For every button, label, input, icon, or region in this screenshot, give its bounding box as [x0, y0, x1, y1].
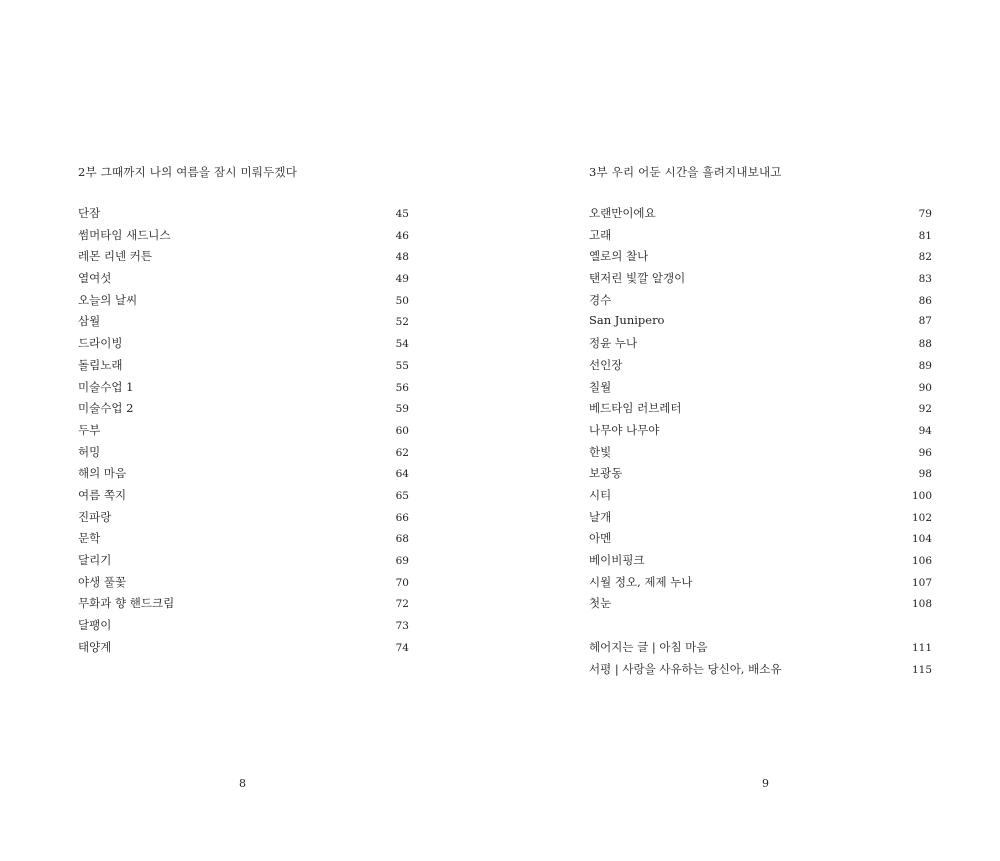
entry-page-number: 69	[395, 555, 409, 567]
toc-entry	[589, 379, 932, 401]
entry-page-number: 46	[395, 229, 409, 242]
entry-page-number: 94	[918, 424, 932, 437]
entry-page-number: 108	[911, 598, 932, 611]
entry-page-number: 59	[395, 403, 409, 416]
entry-title: 두부	[78, 422, 101, 437]
entry-title: 칠월	[589, 379, 612, 394]
entry-page-number: 64	[395, 468, 409, 481]
toc-entry	[589, 292, 932, 314]
toc-entry	[78, 313, 409, 335]
entry-title: 삼월	[78, 314, 101, 329]
entry-title: 헤어지는 글 | 아침 마음	[589, 640, 708, 654]
toc-entry	[78, 292, 409, 314]
entry-title: 달팽이	[78, 618, 112, 633]
entry-title: 베이비핑크	[589, 553, 645, 567]
entry-page-number: 70	[395, 576, 409, 589]
entry-page-number: 115	[911, 664, 932, 676]
toc-entry	[78, 639, 409, 661]
toc-entry	[589, 487, 932, 509]
entry-title: 미술수업 1	[78, 379, 134, 394]
page-number: 9	[762, 777, 769, 790]
entry-page-number: 62	[395, 446, 409, 459]
entry-page-number: 60	[395, 424, 409, 437]
toc-entry	[78, 422, 409, 444]
entry-page-number: 86	[918, 294, 932, 307]
toc-entry	[78, 270, 409, 292]
toc-entry	[589, 357, 932, 379]
entry-title: 첫눈	[589, 596, 612, 611]
entry-page-number: 104	[911, 533, 932, 546]
entry-title: 한빛	[589, 444, 612, 459]
entry-page-number: 87	[918, 315, 932, 328]
epilogue-list	[589, 639, 932, 683]
entry-title: 진파랑	[78, 509, 112, 524]
entry-title: 열여섯	[78, 271, 112, 286]
entry-page-number: 96	[918, 446, 932, 459]
entry-page-number: 73	[395, 620, 409, 633]
entry-page-number: 90	[918, 381, 932, 394]
entry-page-number: 52	[395, 316, 409, 329]
entry-page-number: 49	[395, 273, 409, 286]
toc-entry	[78, 205, 409, 227]
toc-entry	[78, 574, 409, 596]
toc-entry	[78, 227, 409, 249]
entry-page-number: 81	[918, 229, 932, 242]
entry-title: 드라이빙	[78, 336, 123, 351]
entry-title: 레몬 리넨 커튼	[78, 249, 152, 264]
entry-page-number: 107	[911, 576, 932, 589]
toc-entry	[589, 205, 932, 227]
entry-page-number: 92	[918, 403, 932, 416]
entry-title: 해의 마음	[78, 466, 127, 481]
toc-entry	[589, 595, 932, 617]
toc-entry	[589, 444, 932, 466]
entry-page-number: 72	[395, 598, 409, 611]
entry-page-number: 48	[395, 251, 409, 264]
toc-entry	[78, 248, 409, 270]
entry-page-number: 82	[918, 251, 932, 264]
entry-title: 달리기	[78, 553, 112, 567]
entry-page-number: 54	[395, 338, 409, 351]
entry-title: 서평 | 사랑을 사유하는 당신아, 배소유	[589, 662, 782, 676]
entry-title: 옐로의 찰나	[589, 249, 649, 264]
toc-entry	[78, 379, 409, 401]
toc-entry	[78, 400, 409, 422]
entry-title: 탠저린 빛깔 알갱이	[589, 271, 686, 286]
toc-entry	[78, 465, 409, 487]
toc-entry	[589, 465, 932, 487]
toc-entry	[78, 530, 409, 552]
entry-title: 썸머타임 새드니스	[78, 227, 171, 242]
entry-title: 정윤 누나	[589, 336, 638, 351]
toc-entry	[589, 400, 932, 422]
entry-title: 무화과 향 핸드크림	[78, 596, 175, 611]
entry-page-number: 65	[395, 489, 409, 502]
entry-title: 허밍	[78, 444, 101, 459]
toc-entry	[78, 617, 409, 639]
toc-entry	[78, 335, 409, 357]
entry-title: 오늘의 날씨	[78, 292, 138, 307]
toc-entry	[589, 530, 932, 552]
toc-list	[78, 205, 409, 660]
toc-entry	[78, 357, 409, 379]
entry-title: 보광동	[589, 466, 623, 481]
toc-entry	[589, 639, 932, 661]
entry-title: 태양계	[78, 639, 112, 654]
entry-page-number: 66	[395, 511, 409, 524]
entry-title: 문학	[78, 531, 101, 546]
entry-title: 단잠	[78, 206, 101, 220]
entry-page-number: 89	[918, 359, 932, 372]
entry-title: 오랜만이에요	[589, 206, 656, 220]
entry-title: 베드타임 러브레터	[589, 401, 682, 416]
entry-page-number: 56	[395, 381, 409, 394]
entry-page-number: 102	[911, 511, 932, 524]
toc-entry	[78, 487, 409, 509]
entry-page-number: 74	[395, 641, 409, 654]
toc-entry	[589, 661, 932, 683]
entry-title: 시월 정오, 제제 누나	[589, 574, 693, 589]
toc-entry	[589, 574, 932, 596]
entry-title: 미술수업 2	[78, 401, 134, 416]
entry-page-number: 111	[911, 642, 932, 654]
right-page	[500, 0, 1000, 861]
entry-title: 고래	[589, 227, 612, 242]
entry-page-number: 68	[395, 533, 409, 546]
entry-page-number: 55	[395, 359, 409, 372]
toc-entry	[589, 270, 932, 292]
entry-page-number: 100	[911, 489, 932, 502]
entry-title: San Junipero	[589, 313, 665, 328]
entry-page-number: 88	[918, 338, 932, 351]
entry-page-number: 45	[395, 208, 409, 220]
part-title: 3부 우리 어둔 시간을 흘려지내보내고	[589, 165, 782, 179]
entry-title: 돌림노래	[78, 357, 123, 372]
entry-page-number: 83	[918, 273, 932, 286]
toc-entry	[589, 552, 932, 574]
entry-page-number: 50	[395, 294, 409, 307]
toc-entry	[589, 227, 932, 249]
entry-title: 날개	[589, 509, 612, 524]
entry-title: 야생 풀꽃	[78, 574, 127, 589]
toc-entry	[589, 335, 932, 357]
toc-entry	[589, 248, 932, 270]
entry-title: 아멘	[589, 531, 612, 546]
toc-entry	[589, 422, 932, 444]
part-title: 2부 그때까지 나의 여름을 잠시 미뤄두겠다	[78, 165, 298, 179]
toc-entry	[589, 313, 932, 335]
entry-title: 여름 쪽지	[78, 487, 127, 502]
entry-page-number: 98	[918, 468, 932, 481]
entry-page-number: 79	[918, 208, 932, 220]
toc-entry	[78, 444, 409, 466]
entry-title: 나무야 나무야	[589, 422, 660, 437]
toc-entry	[78, 595, 409, 617]
page-number: 8	[239, 777, 246, 790]
entry-title: 시티	[589, 487, 612, 502]
toc-list	[589, 205, 932, 617]
entry-page-number: 106	[911, 555, 932, 567]
toc-entry	[589, 509, 932, 531]
entry-title: 경수	[589, 292, 612, 307]
toc-entry	[78, 552, 409, 574]
entry-title: 선인장	[589, 357, 623, 372]
toc-entry	[78, 509, 409, 531]
